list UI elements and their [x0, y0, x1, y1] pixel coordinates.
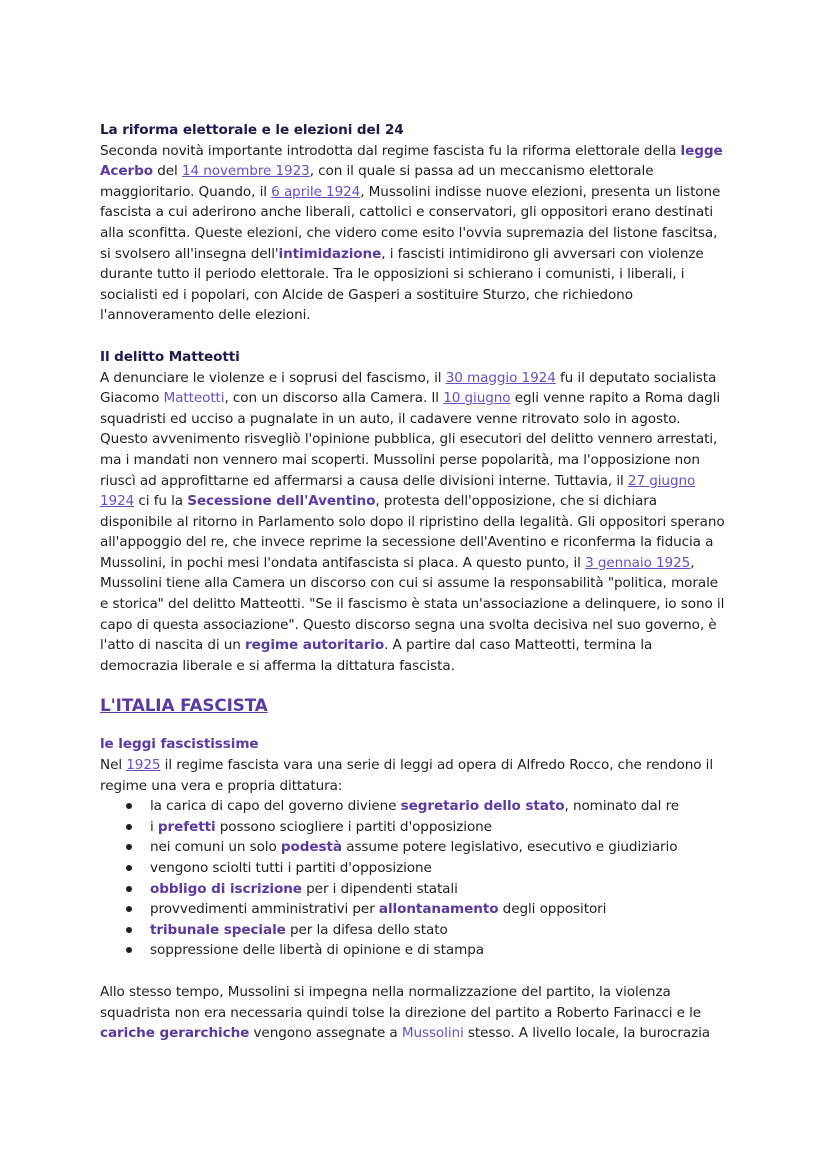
text: stesso. A livello locale, la burocrazia — [463, 1025, 711, 1042]
text: , con un discorso alla Camera. Il — [224, 390, 444, 407]
list-item — [150, 899, 730, 920]
text: , i fascisti intimidirono gli avversari con violenze durante tutto il periodo elettorale. Tra le opposizioni si schierano i comunisti, i liberali, i socialisti ed i popolari, con Alcide de Gasperi a sostituire Sturzo, che richiedono l'annoveramento delle elezioni. — [100, 245, 704, 324]
date-link[interactable]: 1925 — [126, 757, 161, 774]
bold-term: tribunale speciale — [150, 921, 286, 938]
bold-term: Secessione dell'Aventino — [187, 493, 376, 510]
section-title-italia-fascista: L'ITALIA FASCISTA — [100, 695, 268, 716]
text: vengono sciolti tutti i partiti d'opposizione — [150, 860, 432, 876]
bold-term: prefetti — [157, 818, 216, 835]
text: egli venne rapito a Roma dagli squadristi ed ucciso a pugnalate in un auto, il cadavere venne ritrovato solo in agosto. Questo avvenimento risvegliò l'opinione pubblica, gli esecutori del delitto vennero arrestati, ma i mandati non vennero mai scoperti. Mussolini perse popolarità, ma l'opposizione non riuscì ad approfittarne ed affermarsi a causa delle divisioni interne. Tuttavia, il — [100, 390, 721, 489]
paragraph-delitto-matteotti — [100, 368, 730, 677]
list-item — [150, 858, 730, 879]
text: per la difesa dello stato — [285, 921, 448, 938]
heading-delitto-matteotti: Il delitto Matteotti — [100, 348, 240, 365]
leggi-list — [100, 796, 730, 961]
date-link[interactable]: 3 gennaio 1925 — [585, 554, 691, 571]
spacer — [100, 326, 730, 347]
text: vengono assegnate a — [249, 1025, 402, 1042]
paragraph-normalizzazione — [100, 982, 730, 1044]
spacer — [100, 676, 730, 693]
text: fu il deputato socialista Giacomo — [100, 369, 717, 407]
text: degli oppositori — [498, 901, 607, 918]
bold-term: segretario dello stato — [400, 798, 565, 815]
date-link[interactable]: 6 aprile 1924 — [271, 183, 361, 200]
bold-term: regime autoritario — [245, 637, 385, 654]
text: assume potere legislativo, esecutivo e giudiziario — [342, 839, 678, 856]
date-link[interactable]: 14 novembre 1923 — [181, 163, 310, 180]
bold-term: obbligo di iscrizione — [150, 880, 302, 897]
heading-leggi-fascistissime: le leggi fascistissime — [100, 736, 259, 753]
list-item — [150, 879, 730, 900]
paragraph-leggi-intro — [100, 755, 730, 796]
text: provvedimenti amministrativi per — [150, 901, 379, 918]
text: ci fu la — [134, 493, 188, 510]
list-item — [150, 837, 730, 858]
list-item — [150, 940, 730, 961]
text: possono sciogliere i partiti d'opposizione — [215, 818, 492, 835]
text: , nominato dal re — [564, 798, 680, 815]
text: i — [150, 818, 158, 835]
text: . A partire dal caso Matteotti, termina la democrazia liberale e si afferma la dittatura fascista. — [100, 637, 653, 674]
list-item — [150, 817, 730, 838]
text: , Mussolini tiene alla Camera un discorso con cui si assume la responsabilità "politica, morale e storica" del delitto Matteotti. "Se il fascismo è stata un'associazione a delinquere, io sono il capo di questa associazione". Questo discorso segna una svolta decisiva nel suo governo, è l'atto di nascita di un — [100, 554, 725, 654]
text: A denunciare le violenze e i soprusi del fascismo, il — [100, 369, 446, 386]
heading-riforma-elettorale: La riforma elettorale e le elezioni del 24 — [100, 122, 404, 138]
text: Seconda novità importante introdotta dal regime fascista fu la riforma elettorale della — [100, 142, 681, 159]
bold-term: cariche gerarchiche — [100, 1025, 250, 1042]
highlighted-name: Mussolini — [401, 1025, 464, 1042]
bold-term: legge Acerbo — [100, 142, 723, 180]
bold-term: intimidazione — [278, 245, 382, 262]
date-link[interactable]: 30 maggio 1924 — [445, 369, 556, 386]
text: Allo stesso tempo, Mussolini si impegna nella normalizzazione del partito, la violenza squadrista non era necessaria quindi tolse la direzione del partito a Roberto Farinacci e le — [100, 983, 702, 1021]
text: il regime fascista vara una serie di leggi ad opera di Alfredo Rocco, che rendono il regime una vera e propria dittatura: — [100, 757, 714, 794]
date-link[interactable]: 27 giugno 1924 — [100, 472, 696, 510]
text: , con il quale si passa ad un meccanismo elettorale maggioritario. Quando, il — [100, 163, 654, 200]
date-link[interactable]: 10 giugno — [443, 390, 511, 407]
text: soppressione delle libertà di opinione e di stampa — [150, 942, 485, 959]
text: nei comuni un solo — [150, 839, 281, 856]
highlighted-name: Matteotti — [163, 390, 225, 407]
text: del — [152, 163, 182, 180]
text: , Mussolini indisse nuove elezioni, presenta un listone fascista a cui aderirono anche liberali, cattolici e conservatori, gli oppositori erano destinati alla sconfitta. Queste elezioni, che videro come esito l'ovvia supremazia del listone fascitsa, si svolsero all'insegna dell' — [100, 183, 721, 262]
paragraph-riforma-elettorale — [100, 141, 730, 326]
text: Nel — [100, 757, 127, 774]
list-item — [150, 920, 730, 941]
text: , protesta dell'opposizione, che si dichiara disponibile al ritorno in Parlamento solo dopo il ripristino della legalità. Gli oppositori sperano all'appoggio del re, che invece reprime la secessione dell'Aventino e riconferma la fiducia a Mussolini, in pochi mesi l'ondata antifascista si placa. A questo punto, il — [100, 493, 725, 571]
document-content — [100, 120, 730, 1044]
spacer — [100, 717, 730, 734]
text: per i dipendenti statali — [301, 880, 458, 897]
text: la carica di capo del governo diviene — [150, 798, 401, 815]
spacer — [100, 961, 730, 982]
bold-term: podestà — [280, 839, 342, 856]
list-item — [150, 796, 730, 817]
bold-term: allontanamento — [378, 901, 499, 918]
